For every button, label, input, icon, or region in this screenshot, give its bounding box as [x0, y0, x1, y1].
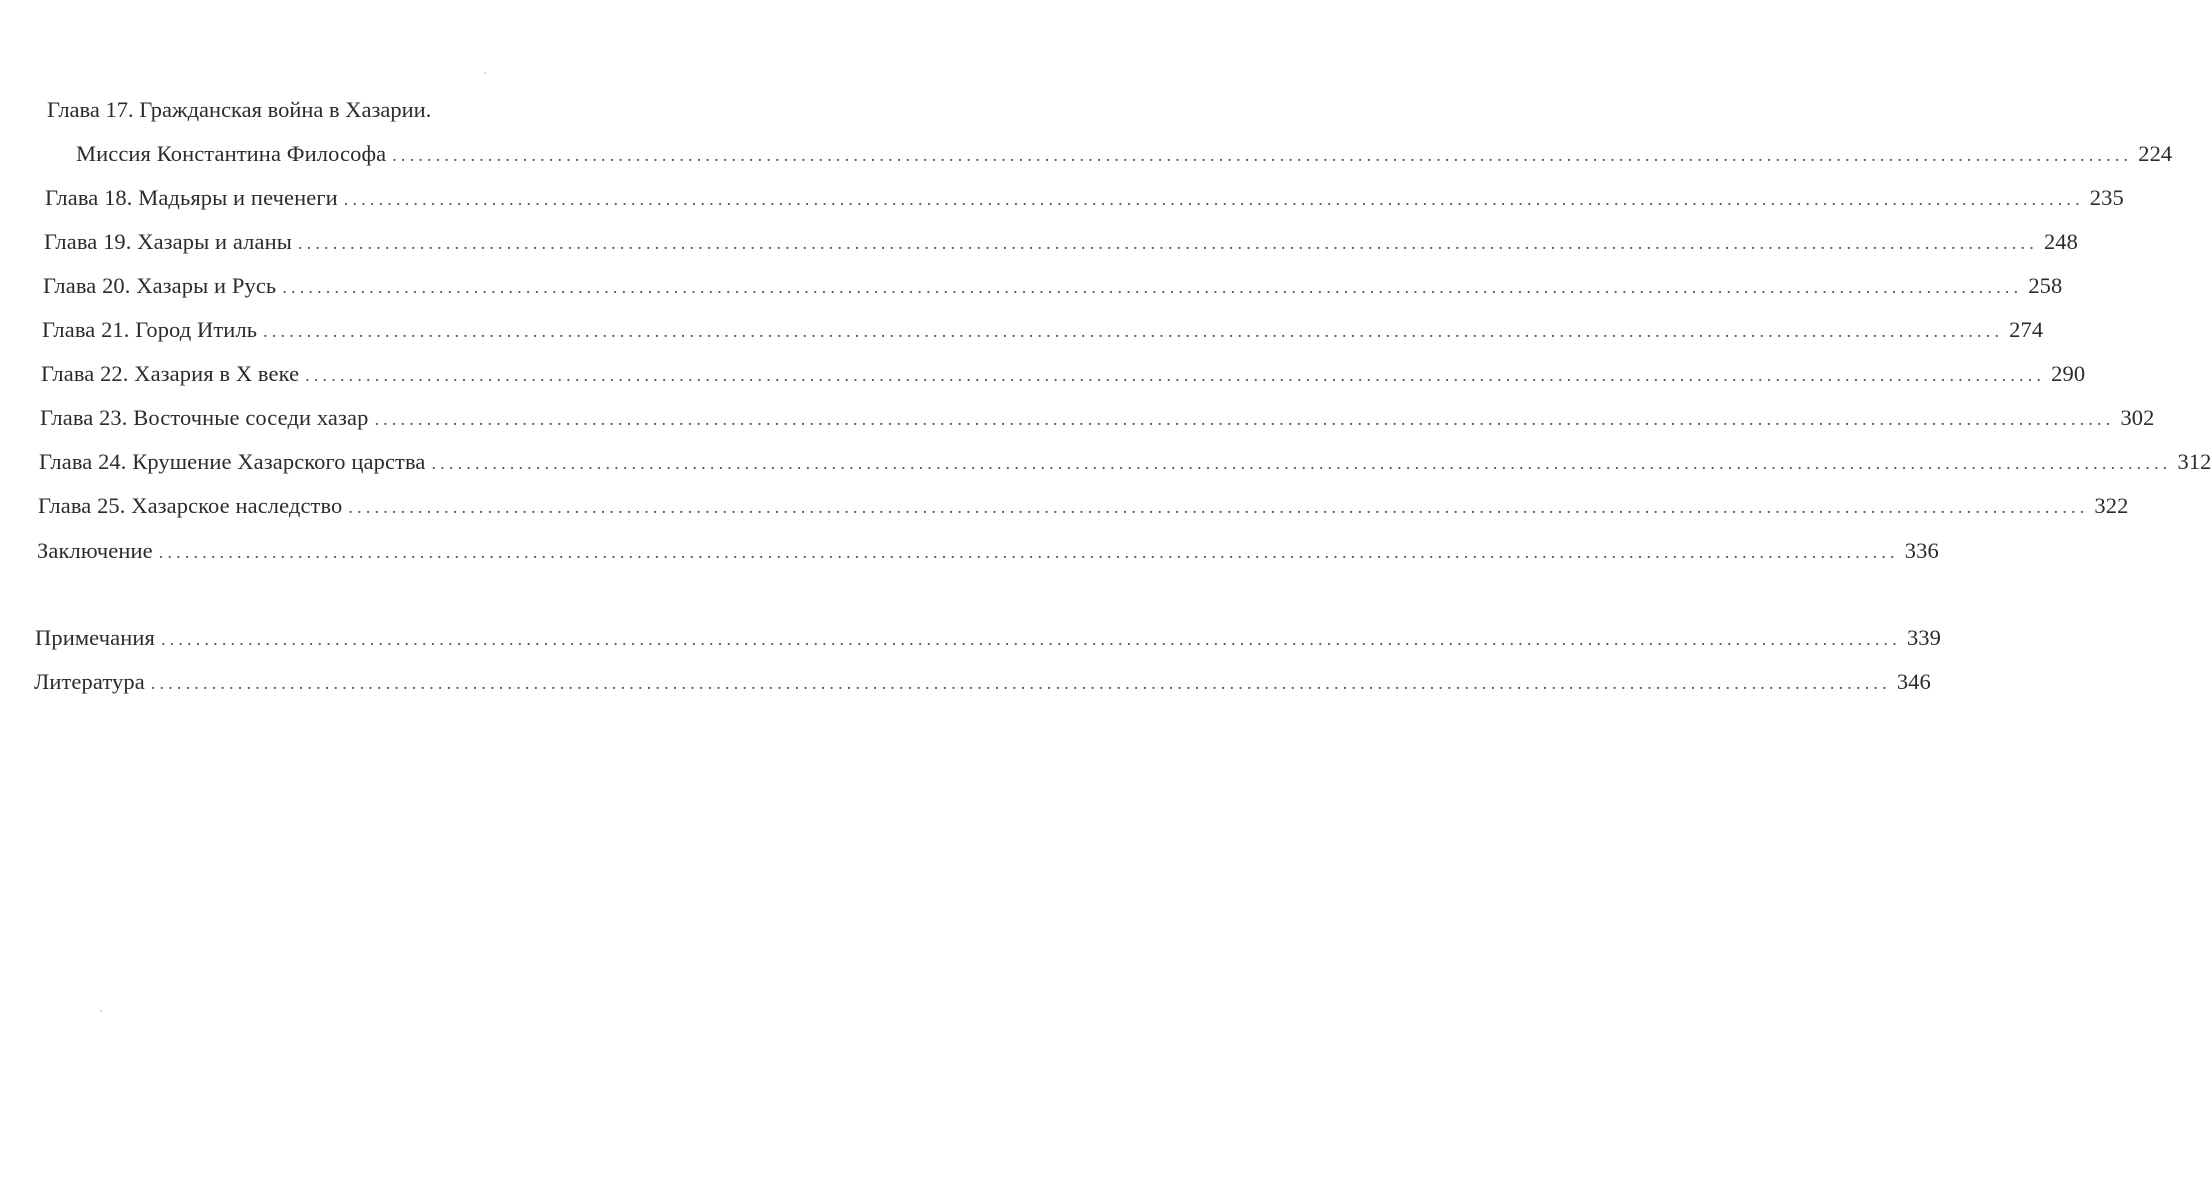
toc-entry-title: Примечания	[35, 625, 155, 650]
leader-dots: ........................................................................................................................................................................................................	[374, 409, 2115, 429]
toc-entry-page: 258	[2028, 273, 2063, 298]
toc-entry-title: Глава 22. Хазария в X веке	[41, 361, 300, 386]
leader-dots: ........................................................................................................................................................................................................	[431, 453, 2172, 473]
toc-entry-page: 235	[2089, 185, 2124, 210]
toc-entry-title: Миссия Константина Философа	[76, 141, 387, 166]
leader-dots: ........................................................................................................................................................................................................	[392, 145, 2133, 165]
toc-entry-page: 248	[2043, 229, 2079, 254]
toc-entry-page: 322	[2094, 493, 2129, 518]
toc-entry-page: 290	[2051, 361, 2086, 386]
toc-entry-page: 224	[2138, 141, 2173, 166]
toc-entry-page: 346	[1896, 669, 1931, 694]
toc-entry-title: Литература	[34, 669, 145, 694]
toc-entry[interactable]	[41, 360, 2086, 389]
leader-dots: ........................................................................................................................................................................................................	[348, 497, 2089, 517]
toc-entry-title-line1: Глава 17. Гражданская война в Хазарии.	[47, 97, 432, 122]
toc-entry-title: Глава 25. Хазарское наследство	[38, 493, 343, 518]
toc-entry-title: Глава 24. Крушение Хазарского царства	[39, 449, 426, 474]
toc-entry[interactable]	[76, 140, 2173, 169]
leader-dots: ........................................................................................................................................................................................................	[282, 277, 2023, 297]
leader-dots: ........................................................................................................................................................................................................	[297, 233, 2038, 253]
toc-entry[interactable]	[38, 492, 2129, 521]
toc-entry[interactable]	[45, 184, 2124, 213]
leader-dots: ........................................................................................................................................................................................................	[150, 673, 1891, 693]
toc-entry-title: Глава 23. Восточные соседи хазар	[40, 405, 369, 430]
leader-dots: ........................................................................................................................................................................................................	[305, 365, 2046, 385]
toc-entry-title: Глава 20. Хазары и Русь	[43, 273, 277, 298]
toc-entry[interactable]	[44, 228, 2079, 257]
toc-entry-title: Глава 19. Хазары и аланы	[44, 229, 292, 254]
toc-entry-page: 339	[1906, 625, 1942, 650]
paper-speck	[484, 72, 486, 74]
toc-entry-page: 302	[2120, 405, 2155, 430]
paper-speck	[100, 1010, 102, 1012]
toc-entry-title: Заключение	[37, 538, 153, 563]
toc-entry-page: 312	[2177, 449, 2212, 474]
toc-entry[interactable]	[43, 272, 2063, 301]
toc-entry[interactable]	[35, 624, 1942, 653]
leader-dots: ........................................................................................................................................................................................................	[263, 321, 2004, 341]
toc-entry[interactable]	[37, 537, 1939, 566]
leader-dots: ........................................................................................................................................................................................................	[160, 629, 1901, 649]
leader-dots: ........................................................................................................................................................................................................	[158, 542, 1899, 562]
toc-entry-page: 336	[1904, 538, 1939, 563]
toc-entry[interactable]	[34, 668, 1931, 697]
toc-entry[interactable]	[39, 448, 2212, 477]
leader-dots: ........................................................................................................................................................................................................	[343, 189, 2084, 209]
toc-entry[interactable]	[40, 404, 2155, 433]
toc-entry[interactable]	[42, 316, 2044, 345]
toc-entry-title: Глава 18. Мадьяры и печенеги	[45, 185, 338, 210]
toc-entry-title: Глава 21. Город Итиль	[42, 317, 258, 342]
toc-entry-page: 274	[2009, 317, 2044, 342]
